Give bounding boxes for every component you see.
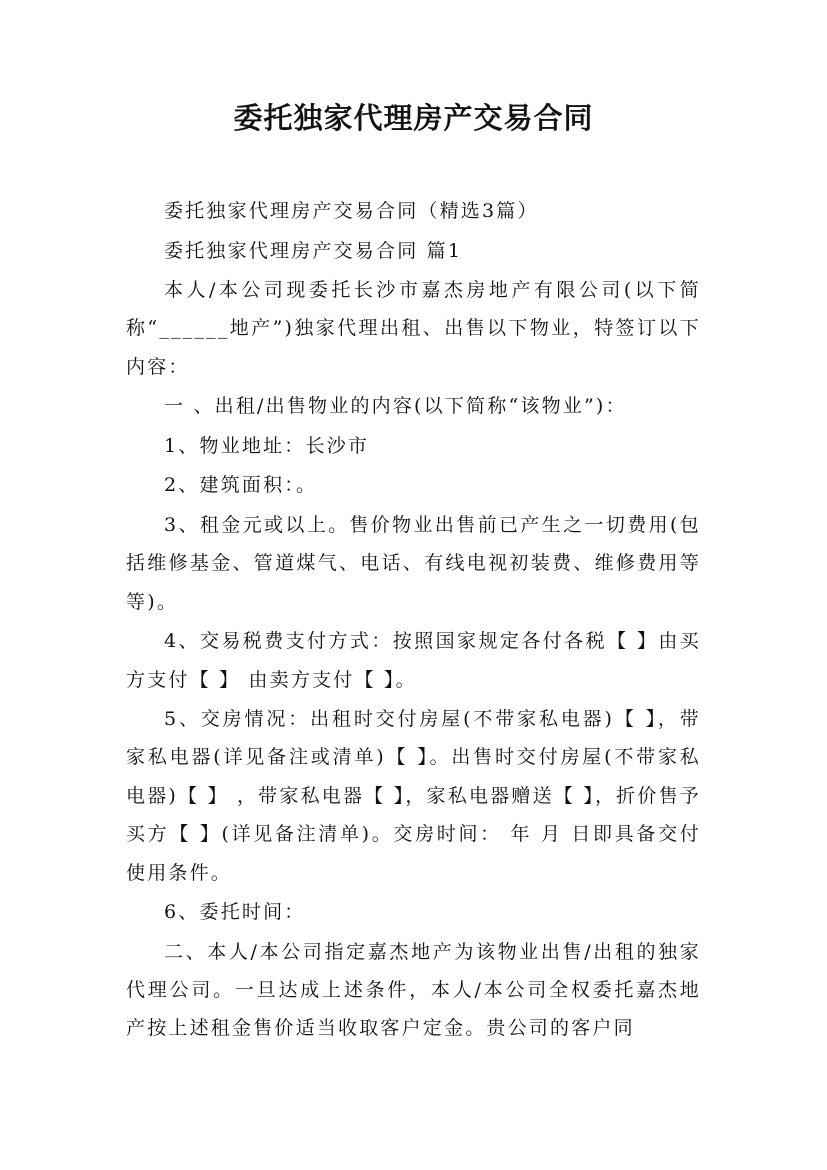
paragraph-section-two: 二、本人/本公司指定嘉杰地产为该物业出售/出租的独家代理公司。一旦达成上述条件，本人/本公司全权委托嘉杰地产按上述租金售价适当收取客户定金。贵公司的客户同 bbox=[126, 940, 701, 1040]
document-title: 委托独家代理房产交易合同 bbox=[233, 101, 594, 135]
paragraph-subtitle: 委托独家代理房产交易合同（精选3篇） bbox=[164, 200, 539, 222]
paragraph-item-1: 1、物业地址：长沙市 bbox=[164, 434, 370, 457]
paragraph-section-one: 一 、出租/出售物业的内容(以下简称“该物业”)： bbox=[164, 395, 627, 418]
paragraph-item-5: 5、交房情况：出租时交付房屋(不带家私电器)【 】，带家私电器(详见备注或清单)【 】。出售时交付房屋(不带家私电器)【 】 ，带家私电器【 】，家私电器赠送【 】，折价售予买方【 】(详见备注清单)。交房时间： 年 月 日即具备交付使用条件。 bbox=[126, 708, 701, 884]
paragraph-item-4: 4、交易税费支付方式：按照国家规定各付各税【 】由买方支付【 】 由卖方支付【 】。 bbox=[126, 630, 701, 691]
paragraph-intro: 本人/本公司现委托长沙市嘉杰房地产有限公司(以下简称“______地产”)独家代理出租、出售以下物业，特签订以下内容： bbox=[126, 279, 701, 378]
paragraph-part-heading: 委托独家代理房产交易合同 篇1 bbox=[164, 239, 463, 262]
paragraph-item-2: 2、建筑面积：。 bbox=[164, 474, 318, 497]
document-body bbox=[126, 192, 701, 1049]
paragraph-item-3: 3、租金元或以上。售价物业出售前已产生之一切费用(包括维修基金、管道煤气、电话、有线电视初装费、维修费用等等)。 bbox=[126, 513, 701, 613]
paragraph-item-6: 6、委托时间： bbox=[164, 901, 306, 924]
